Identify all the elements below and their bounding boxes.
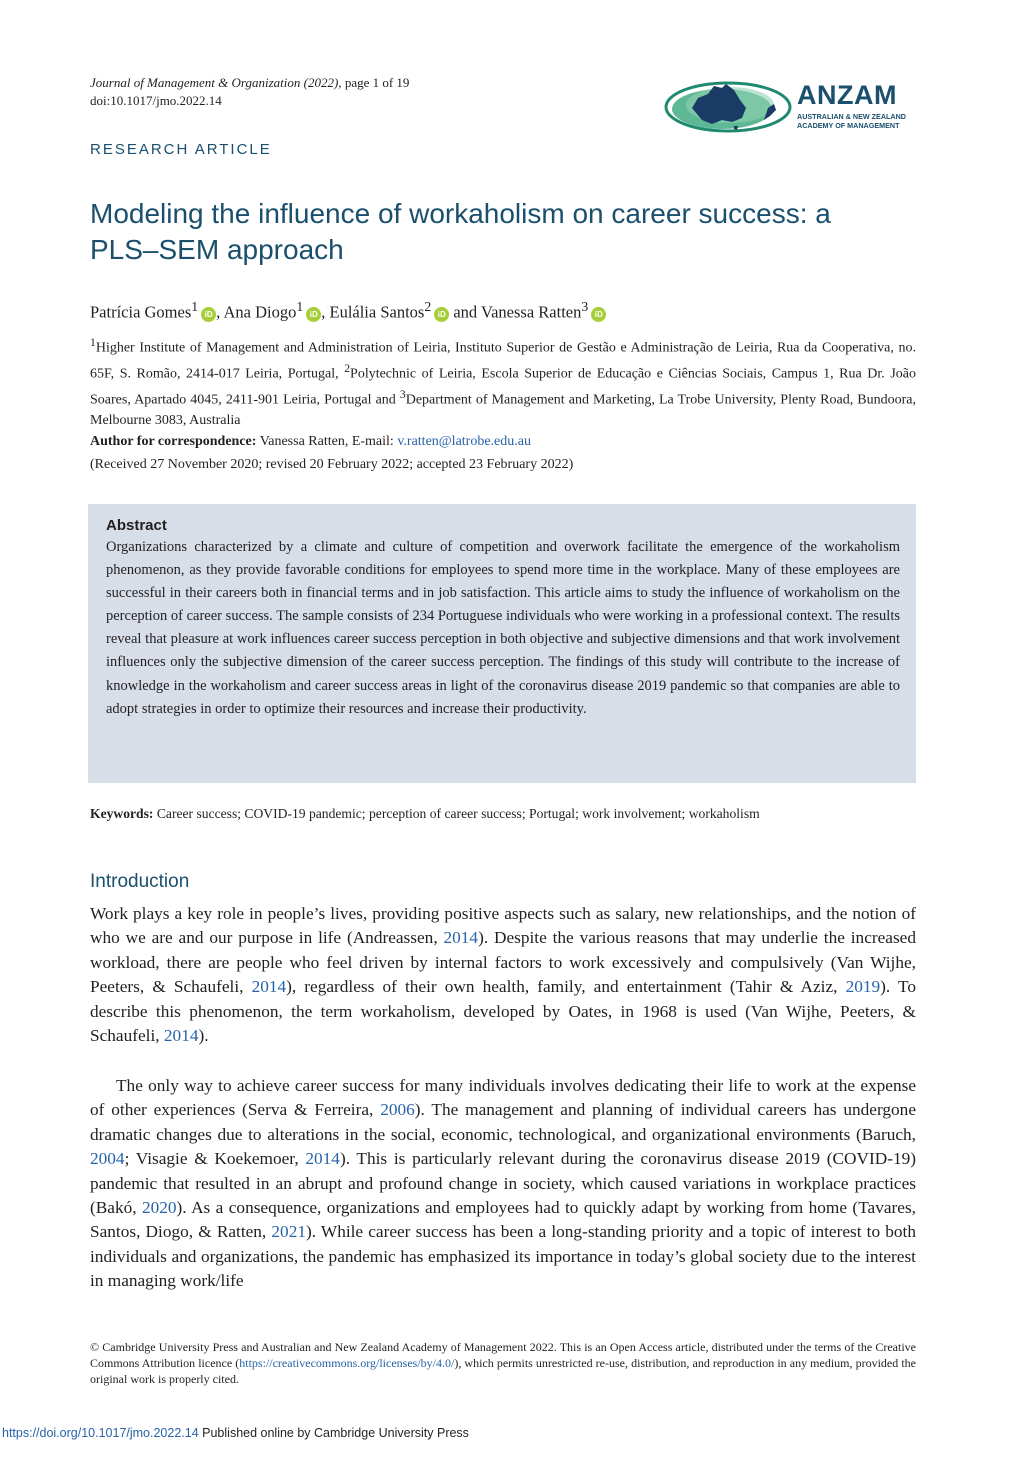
footer-doi-link[interactable]: https://doi.org/10.1017/jmo.2022.14: [2, 1426, 199, 1440]
affiliation-sup: 3: [399, 388, 406, 402]
citation-link[interactable]: 2006: [380, 1100, 415, 1120]
abstract-box: [88, 504, 916, 783]
author-name: Vanessa Ratten: [481, 302, 582, 322]
affiliation-2: Polytechnic of Leiria, Escola Superior de Educação e Ciências Sociais, Campus 1, Rua Dr. João Soares, Apartado 4045, 2411-901 Leiria, Portugal and: [90, 366, 916, 408]
anzam-logo-line2: ACADEMY OF MANAGEMENT: [797, 120, 900, 130]
affiliation-sup: 1: [90, 336, 96, 349]
author-name: Ana Diogo: [223, 302, 297, 322]
orcid-icon[interactable]: iD: [591, 307, 606, 322]
affiliations: [90, 333, 916, 452]
paragraph-text: ). While career success has been a long-standing priority and a topic of interest to both individuals and organizations, the pandemic has emphasized its importance in today’s global society due to the interest in managing work/life: [90, 1222, 916, 1291]
correspondence-text: Vanessa Ratten, E-mail:: [259, 433, 394, 449]
paragraph-text: Work plays a key role in people’s lives, providing positive aspects such as salary, new relationships, and the notion of who we are and our purpose in life (Andreassen,: [90, 904, 916, 948]
article-title: Modeling the influence of workaholism on career success: a PLS–SEM approach: [90, 198, 831, 265]
affiliation-1: Higher Institute of Management and Administration of Leiria, Instituto Superior de Gestão e Administração de Leiria, Rua da Cooperativa, no. 65F, S. Romão, 2414-017 Leiria, Portugal,: [90, 340, 916, 382]
citation-link[interactable]: 2004: [90, 1149, 125, 1169]
journal-page: page 1 of 19: [344, 75, 410, 90]
anzam-logo: [664, 78, 916, 136]
author-sup: 1: [296, 299, 304, 314]
abstract-text: Organizations characterized by a climate and culture of competition and overwork facilitate the emergence of the workaholism phenomenon, as they provide favorable conditions for employees to spend more time in the workplace. Many of these employees are successful in their careers both in financial terms and in job satisfaction. This article aims to study the influence of workaholism on the perception of career success. The sample consists of 234 Portuguese individuals who were working in a professional context. The results reveal that pleasure at work influences career success perception in both objective and subjective dimensions and that work involvement influences only the subjective dimension of the career success perception. The findings of this study will contribute to the increase of knowledge in the workaholism and career success areas in light of the coronavirus disease 2019 pandemic so that companies are able to adopt strategies in order to optimize their resources and increase their productivity.: [106, 539, 900, 717]
intro-paragraph-1: [90, 902, 916, 1048]
citation-link[interactable]: 2019: [845, 977, 881, 997]
paragraph-text: ; Visagie & Koekemoer,: [124, 1149, 306, 1169]
anzam-logo-subtitle: [797, 113, 906, 130]
paragraph-text: ), regardless of their own health, family, and entertainment (Tahir & Aziz,: [286, 977, 846, 997]
paragraph-text: ). This is particularly relevant during the coronavirus disease 2019 (COVID-19) pandemic that resulted in an abrupt and profound change in society, which caused variations in workplace practices (Bakó,: [90, 1149, 916, 1218]
author-sup: 3: [581, 299, 589, 314]
affiliation-3: Department of Management and Marketing, La Trobe University, Plenty Road, Bundoora, Melbourne 3083, Australia: [90, 392, 917, 429]
affiliation-sup: 2: [344, 362, 351, 376]
author-name: Patrícia Gomes: [90, 302, 192, 322]
license-text-2: ), which permits unrestricted re-use, distribution, and reproduction in any medium, provided the original work is properly cited.: [90, 1356, 916, 1386]
paragraph-text: ). Despite the various reasons that may underlie the increased workload, there are people who feel driven by internal factors to work excessively and compulsively (Van Wijhe, Peeters, & Schaufeli,: [90, 928, 916, 997]
paragraph-text: ). As a consequence, organizations and employees had to quickly adapt by working from home (Tavares, Santos, Diogo, & Ratten,: [90, 1198, 916, 1242]
received-dates: (Received 27 November 2020; revised 20 February 2022; accepted 23 February 2022): [90, 457, 574, 472]
license-text-1: © Cambridge University Press and Australian and New Zealand Academy of Management 2022. This is an Open Access article, distributed under the terms of the Creative Commons Attribution licence (: [90, 1340, 916, 1370]
citation-link[interactable]: 2020: [141, 1198, 177, 1218]
anzam-logo-name: ANZAM: [797, 80, 897, 110]
license-url-link[interactable]: https://creativecommons.org/licenses/by/4.0/: [239, 1356, 455, 1370]
journal-doi: doi:10.1017/jmo.2022.14: [90, 93, 222, 108]
citation-link[interactable]: 2014: [305, 1149, 340, 1169]
paragraph-text: ). The management and planning of individual careers has undergone dramatic changes due to alterations in the social, economic, technological, and organizational environments (Baruch,: [90, 1100, 916, 1144]
license-notice: [90, 1339, 916, 1387]
correspondence-label: Author for correspondence:: [90, 433, 257, 449]
keywords-label: Keywords:: [90, 806, 154, 821]
footer-text: Published online by Cambridge University Press: [198, 1426, 469, 1440]
orcid-icon[interactable]: iD: [434, 307, 449, 322]
keywords-text: Career success; COVID-19 pandemic; perception of career success; Portugal; work involvement; workaholism: [156, 806, 760, 821]
australia-map-icon: [664, 78, 792, 136]
citation-link[interactable]: 2014: [163, 1026, 199, 1046]
orcid-icon[interactable]: iD: [201, 307, 216, 322]
introduction-heading: Introduction: [90, 871, 190, 892]
correspondence-email-link[interactable]: v.ratten@latrobe.edu.au: [397, 433, 531, 449]
keywords: [90, 806, 920, 822]
anzam-logo-line1: AUSTRALIAN & NEW ZEALAND: [797, 112, 907, 121]
journal-header: [90, 74, 409, 110]
author-sup: 2: [424, 299, 432, 314]
author-separator: ,: [321, 302, 326, 322]
citation-link[interactable]: 2014: [443, 928, 479, 948]
paragraph-text: ). To describe this phenomenon, the term workaholism, developed by Oates, in 1968 is used (Van Wijhe, Peeters, & Schaufeli,: [90, 977, 916, 1046]
author-and: and: [453, 302, 478, 322]
author-separator: ,: [216, 302, 221, 322]
orcid-icon[interactable]: iD: [306, 307, 321, 322]
intro-paragraph-2: [90, 1074, 916, 1294]
article-type: RESEARCH ARTICLE: [90, 141, 272, 158]
page-footer: [2, 1426, 469, 1440]
author-sup: 1: [191, 299, 199, 314]
citation-link[interactable]: 2014: [251, 977, 287, 997]
journal-name: Journal of Management & Organization (2022),: [90, 75, 342, 90]
citation-link[interactable]: 2021: [271, 1222, 306, 1242]
author-name: Eulália Santos: [329, 302, 425, 322]
author-list: [90, 296, 606, 324]
paragraph-text: ).: [198, 1026, 209, 1046]
paragraph-text: The only way to achieve career success for many individuals involves dedicating their life to work at the expense of other experiences (Serva & Ferreira,: [90, 1076, 916, 1120]
abstract-heading: Abstract: [106, 517, 167, 534]
